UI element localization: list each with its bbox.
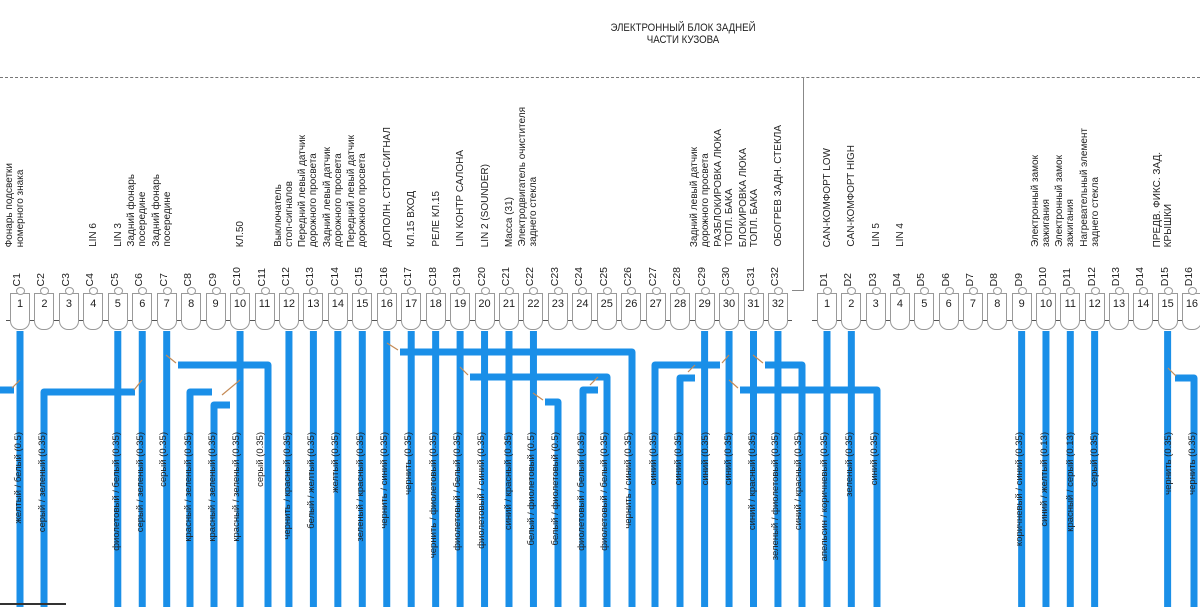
pin-number: 22 (527, 298, 540, 310)
connector-pin[interactable] (841, 293, 861, 330)
pin-latch-icon (896, 287, 905, 295)
pin-number: 27 (649, 298, 662, 310)
pin-number: 5 (114, 298, 121, 310)
pin-number: 14 (1137, 298, 1150, 310)
pin-number: 9 (1018, 298, 1025, 310)
pin-latch-icon (383, 287, 392, 295)
pin-number: 4 (896, 298, 904, 310)
pin-number: 28 (674, 298, 687, 310)
pin-number: 6 (139, 298, 146, 310)
connector-pin[interactable] (1012, 293, 1032, 330)
pin-latch-icon (1091, 287, 1100, 295)
connector-pin[interactable] (108, 293, 128, 330)
connector-pin[interactable] (572, 293, 592, 330)
pin-latch-icon (1188, 287, 1197, 295)
wire-color-label: чернить / красный (0.35) (281, 432, 293, 540)
pin-id-label: C21 (500, 267, 512, 287)
pin-number: 11 (258, 298, 271, 310)
connector-pin[interactable] (939, 293, 959, 330)
pin-latch-icon (1042, 287, 1051, 295)
pin-id-label: C25 (597, 267, 610, 287)
pin-latch-icon (334, 287, 343, 295)
pin-number: 19 (453, 298, 467, 310)
connector-pin[interactable] (670, 293, 690, 330)
pin-latch-icon (89, 287, 98, 295)
pin-number: 17 (405, 298, 418, 310)
pin-id-label: C17 (402, 267, 415, 287)
connector-pin[interactable] (303, 293, 323, 330)
pin-latch-icon (138, 287, 147, 295)
connector-pin[interactable] (963, 293, 983, 330)
connector-pin[interactable] (987, 293, 1007, 330)
pin-id-label: D8 (988, 273, 1001, 287)
pin-function-label: Передний левый датчик дорожного просвета (297, 135, 320, 248)
pin-id-label: D6 (939, 273, 952, 287)
pin-id-label: D16 (1182, 267, 1195, 287)
pin-number: 23 (551, 298, 565, 310)
wire-color-label: белый / фиолетовый (0.5) (525, 432, 537, 546)
connector-pin[interactable] (83, 293, 103, 330)
connector-pin[interactable] (352, 293, 372, 330)
wire-color-label: красный / серый (0.13) (1064, 432, 1076, 532)
pin-latch-icon (529, 287, 538, 295)
pin-function-label: Масса (31) (504, 197, 515, 248)
connector-pin[interactable] (1060, 293, 1080, 330)
connector-pin[interactable] (59, 293, 79, 330)
connector-pin[interactable] (401, 293, 421, 330)
pin-id-label: D11 (1061, 268, 1074, 287)
pin-number: 16 (380, 298, 393, 310)
wire-color-label: синий / красный (0.35) (746, 432, 758, 531)
pin-latch-icon (212, 287, 221, 295)
pin-function-label: Передний левый датчик дорожного просвета (346, 135, 369, 248)
pin-function-label: Фонарь подсветки номерного знака (4, 163, 26, 248)
connector-pin[interactable] (10, 293, 30, 330)
wire-color-label: синий (0.35) (868, 432, 880, 486)
pin-number: 9 (212, 298, 219, 310)
pin-latch-icon (163, 287, 172, 295)
ground-bar (0, 603, 66, 605)
wire-branch-c30 (740, 390, 877, 607)
pin-latch-icon (65, 287, 74, 295)
pin-id-label: D14 (1134, 267, 1147, 287)
pin-function-label: LIN 2 (SOUNDER) (479, 164, 491, 248)
wire-branch-c29 (655, 365, 720, 607)
pin-latch-icon (285, 287, 294, 295)
connector-pin[interactable] (866, 293, 886, 330)
pin-latch-icon (456, 287, 465, 295)
pin-number: 14 (331, 298, 344, 310)
wire-color-label: синий / желтый (0.13) (1038, 432, 1050, 527)
pin-id-label: C24 (573, 267, 586, 287)
wire-color-label: красный / зеленый (0.35) (182, 432, 194, 542)
connector-pin[interactable] (1182, 293, 1200, 330)
connector-pin[interactable] (768, 293, 788, 330)
pin-function-label: ДОПОЛН. СТОП-СИГНАЛ (381, 127, 393, 248)
pin-function-label: Нагревательный элемент заднего стекла (1078, 128, 1101, 247)
pin-id-label: D12 (1085, 267, 1098, 287)
connector-pin[interactable] (523, 293, 543, 330)
pin-latch-icon (603, 287, 612, 295)
module-title-line1: ЭЛЕКТРОННЫЙ БЛОК ЗАДНЕЙ (610, 22, 756, 34)
wire-color-label: фиолетовый / белый (0.35) (110, 432, 122, 551)
connector-pin[interactable] (817, 293, 837, 330)
pin-number: 6 (945, 298, 952, 310)
pin-number: 29 (698, 298, 711, 310)
connector-pin[interactable] (475, 293, 495, 330)
pin-latch-icon (309, 287, 318, 295)
pin-latch-icon (578, 287, 587, 295)
pin-latch-icon (701, 287, 710, 295)
pin-function-label: Задний левый датчик дорожного просвета (688, 147, 711, 248)
wire-color-label: чернить / синий (0.35) (622, 432, 634, 529)
connector-pin[interactable] (1158, 293, 1178, 330)
pin-id-label: C30 (720, 267, 733, 287)
wire-color-label: синий (0.35) (699, 432, 711, 486)
pin-id-label: D2 (842, 273, 855, 287)
pin-id-label: C6 (133, 273, 146, 287)
pin-latch-icon (1018, 287, 1027, 295)
pin-function-label: КЛ.50 (235, 221, 247, 248)
wire-color-label: серый (0.35) (1088, 432, 1100, 487)
pin-latch-icon (432, 287, 441, 295)
pin-id-label: C9 (206, 273, 219, 287)
pin-id-label: D9 (1012, 273, 1025, 287)
wire-color-label: чернить (0.35) (402, 432, 414, 495)
pin-function-label: Электронный замок зажигания (1054, 155, 1077, 247)
pin-number: 11 (1064, 298, 1076, 310)
wire-color-label: зеленый / красный (0.35) (354, 432, 366, 542)
pin-function-label: РЕЛЕ КЛ.15 (430, 191, 442, 247)
pin-latch-icon (187, 287, 196, 295)
wire-color-label: желтый (0.35) (329, 432, 341, 493)
connector-pin[interactable] (157, 293, 177, 330)
pin-number: 13 (1112, 298, 1126, 310)
wire-color-label: серый / зеленый (0.35) (134, 432, 146, 533)
connector-pin[interactable] (1085, 293, 1105, 330)
pin-latch-icon (652, 287, 661, 295)
pin-latch-icon (1164, 287, 1173, 295)
pin-function-label: Электронный замок зажигания (1029, 155, 1052, 247)
wire-color-label: синий (0.35) (647, 432, 659, 486)
wire-color-label: синий (0.35) (722, 432, 734, 486)
pin-latch-icon (627, 287, 636, 295)
pin-number: 2 (848, 298, 855, 310)
pin-id-label: C22 (524, 267, 537, 287)
wire-color-label: чернить / фиолетовый (0.35) (427, 432, 439, 559)
pin-id-label: C3 (59, 273, 72, 287)
connector-pin[interactable] (377, 293, 397, 330)
pin-id-label: C28 (671, 267, 684, 287)
wire-color-label: зеленый (0.35) (843, 432, 855, 497)
pin-number: 4 (90, 298, 97, 310)
connector-pin[interactable] (548, 293, 568, 330)
wire-branch-c29-b (680, 378, 695, 607)
connector-pin[interactable] (1109, 293, 1129, 330)
pin-id-label: D3 (866, 273, 879, 287)
pin-function-label: LIN 6 (88, 223, 100, 247)
wire-color-label: синий / красный (0.35) (502, 432, 514, 531)
pin-id-label: C20 (475, 267, 488, 287)
wire-color-label: фиолетовый / синий (0.35) (475, 432, 487, 549)
pin-id-label: D4 (890, 273, 903, 287)
pin-latch-icon (1066, 287, 1075, 295)
wire-color-label: чернить (0.35) (1162, 432, 1174, 495)
pin-latch-icon (945, 287, 954, 295)
pin-number: 1 (823, 298, 831, 310)
connector-pin[interactable] (255, 293, 275, 330)
pin-latch-icon (40, 287, 49, 295)
pin-latch-icon (554, 287, 563, 295)
wire-color-label: желтый / белый (0.5) (12, 432, 24, 524)
pin-function-label: CAN-КОМФОРТ HIGH (846, 145, 858, 247)
pin-latch-icon (16, 287, 25, 295)
pin-latch-icon (823, 287, 832, 295)
wire-color-label: коричневый / синий (0.35) (1013, 432, 1025, 547)
pin-function-label: Задний левый датчик дорожного просвета (321, 147, 344, 248)
connector-pin[interactable] (450, 293, 470, 330)
pin-id-label: C18 (426, 267, 439, 287)
connector-pin[interactable] (328, 293, 348, 330)
pin-id-label: C2 (35, 273, 48, 287)
connector-pin[interactable] (597, 293, 617, 330)
pin-function-label: Задний фонарь посередине (126, 174, 149, 247)
pin-latch-icon (872, 287, 881, 295)
pin-latch-icon (847, 287, 856, 295)
pin-number: 25 (600, 298, 613, 310)
pin-function-label: LIN 4 (894, 223, 906, 247)
pin-id-label: C1 (11, 273, 23, 287)
wire-color-label: синий / красный (0.35) (792, 432, 804, 531)
pin-function-label: Электродвигатель очистителя заднего стекла (517, 107, 540, 247)
wire-color-label: чернить (0.35) (1186, 432, 1198, 495)
pin-latch-icon (993, 287, 1002, 295)
pin-number: 1 (16, 298, 24, 310)
pin-number: 5 (921, 298, 928, 310)
pin-id-label: C12 (279, 267, 292, 287)
pin-latch-icon (969, 287, 978, 295)
pin-number: 7 (969, 298, 977, 310)
pin-number: 8 (994, 298, 1001, 310)
pin-id-label: C16 (377, 267, 390, 287)
pin-latch-icon (236, 287, 245, 295)
pin-number: 2 (41, 298, 48, 310)
pin-number: 10 (233, 298, 247, 310)
pin-function-label: ПРЕДВ. ФИКС. ЗАД. КРЫШКИ (1151, 152, 1174, 248)
pin-function-label: CAN-КОМФОРТ LOW (822, 148, 833, 248)
pin-id-label: D5 (915, 273, 928, 287)
connector-pin[interactable] (621, 293, 641, 330)
pin-id-label: C14 (328, 267, 341, 287)
pin-id-label: C31 (744, 267, 757, 287)
pin-id-label: C19 (451, 267, 464, 287)
pin-latch-icon (358, 287, 367, 295)
pin-number: 26 (625, 298, 638, 310)
pin-id-label: C15 (353, 267, 366, 287)
pin-id-label: C23 (548, 267, 561, 287)
pin-latch-icon (407, 287, 416, 295)
connector-pin[interactable] (646, 293, 666, 330)
connector-pin[interactable] (1133, 293, 1153, 330)
pin-latch-icon (774, 287, 783, 295)
wire-color-label: апельсин / коричневый (0.35) (818, 432, 830, 562)
module-title-line2: ЧАСТИ КУЗОВА (646, 34, 720, 46)
wire-color-label: фиолетовый / белый (0.35) (575, 432, 587, 551)
wire-color-label: чернить / синий (0.35) (378, 432, 390, 529)
pin-latch-icon (481, 287, 490, 295)
pin-function-label: Выключатель стоп-сигналов (272, 181, 295, 247)
connector-pin[interactable] (426, 293, 446, 330)
wire-color-label: серый (0.35) (157, 432, 169, 487)
pin-number: 3 (872, 298, 879, 310)
pin-latch-icon (725, 287, 734, 295)
connector-pin[interactable] (34, 293, 54, 330)
pin-number: 31 (747, 298, 760, 310)
connector-pin[interactable] (890, 293, 910, 330)
wire-color-label: красный / зеленый (0.35) (206, 432, 218, 542)
connector-pin[interactable] (719, 293, 739, 330)
pin-latch-icon (1139, 287, 1148, 295)
pin-number: 3 (65, 298, 72, 310)
pin-function-label: КЛ.15 ВХОД (406, 191, 418, 247)
pin-id-label: C8 (182, 273, 195, 287)
pin-number: 12 (282, 298, 296, 310)
wire-color-label: фиолетовый / белый (0.35) (451, 432, 463, 551)
connector-pin[interactable] (695, 293, 715, 330)
pin-function-label: Задний фонарь посередине (150, 174, 173, 247)
connector-pin[interactable] (914, 293, 934, 330)
pin-id-label: C29 (695, 267, 708, 287)
pin-number: 21 (502, 298, 516, 310)
pin-number: 8 (188, 298, 195, 310)
pin-id-label: C27 (646, 267, 659, 287)
pin-function-label: LIN КОНТР САЛОНА (455, 150, 467, 247)
pin-function-label: LIN 3 (112, 223, 124, 247)
pin-latch-icon (676, 287, 685, 295)
pin-id-label: C10 (231, 267, 244, 287)
connector-pin[interactable] (230, 293, 250, 330)
pin-number: 7 (163, 298, 170, 310)
connector-pin[interactable] (206, 293, 226, 330)
connector-pin[interactable] (499, 293, 519, 330)
pin-function-label: ОБОГРЕВ ЗАДН. СТЕКЛА (772, 125, 784, 247)
pin-id-label: C7 (157, 273, 170, 287)
connector-pin[interactable] (181, 293, 201, 330)
pin-number: 18 (429, 298, 442, 310)
pin-latch-icon (505, 287, 514, 295)
pin-id-label: C5 (108, 273, 121, 287)
pin-latch-icon (750, 287, 759, 295)
wire-color-label: синий (0.35) (672, 432, 684, 486)
pin-number: 20 (478, 298, 491, 310)
pin-number: 10 (1039, 298, 1053, 310)
pin-number: 32 (771, 298, 785, 310)
pin-number: 15 (1161, 298, 1174, 310)
pin-id-label: C32 (768, 267, 781, 287)
wire-color-label: серый (0.35) (254, 432, 266, 487)
pin-number: 24 (576, 298, 589, 310)
wire-color-label: красный / зеленый (0.35) (230, 432, 242, 542)
pin-number: 12 (1088, 298, 1101, 310)
pin-function-label: РАЗБЛОКИРОВКА ЛЮКА ТОПЛ. БАКА (713, 129, 736, 247)
pin-id-label: D15 (1158, 267, 1171, 287)
pin-number: 30 (722, 298, 736, 310)
connector-pin[interactable] (1036, 293, 1056, 330)
pin-id-label: C13 (304, 267, 317, 287)
pin-latch-icon (920, 287, 929, 295)
pin-id-label: C4 (84, 273, 97, 287)
pin-id-label: C26 (622, 267, 635, 287)
pin-id-label: D10 (1036, 267, 1049, 287)
pin-id-label: D7 (963, 273, 976, 287)
pin-latch-icon (1115, 287, 1124, 295)
pin-id-label: D1 (818, 273, 830, 287)
pin-id-label: C11 (255, 268, 268, 287)
connector-pin[interactable] (279, 293, 299, 330)
pin-function-label: БЛОКИРОВКА ЛЮКА ТОПЛ. БАКА (737, 148, 760, 248)
pin-id-label: D13 (1109, 267, 1122, 287)
wire-color-label: фиолетовый / белый (0.35) (598, 432, 610, 551)
pin-number: 13 (307, 298, 320, 310)
connector-pin[interactable] (132, 293, 152, 330)
wire-color-label: белый / фиолетовый (0.5) (549, 432, 561, 546)
pin-function-label: LIN 5 (870, 223, 882, 247)
pin-number: 16 (1185, 298, 1199, 310)
wire-color-label: белый / желтый (0.35) (305, 432, 317, 529)
connector-pin[interactable] (744, 293, 764, 330)
pin-latch-icon (261, 287, 270, 295)
pin-number: 15 (356, 298, 369, 310)
wire-color-label: серый / зеленый (0.35) (36, 432, 48, 533)
wire-color-label: зеленый / фиолетовый (0.35) (769, 432, 781, 561)
pin-latch-icon (114, 287, 123, 295)
